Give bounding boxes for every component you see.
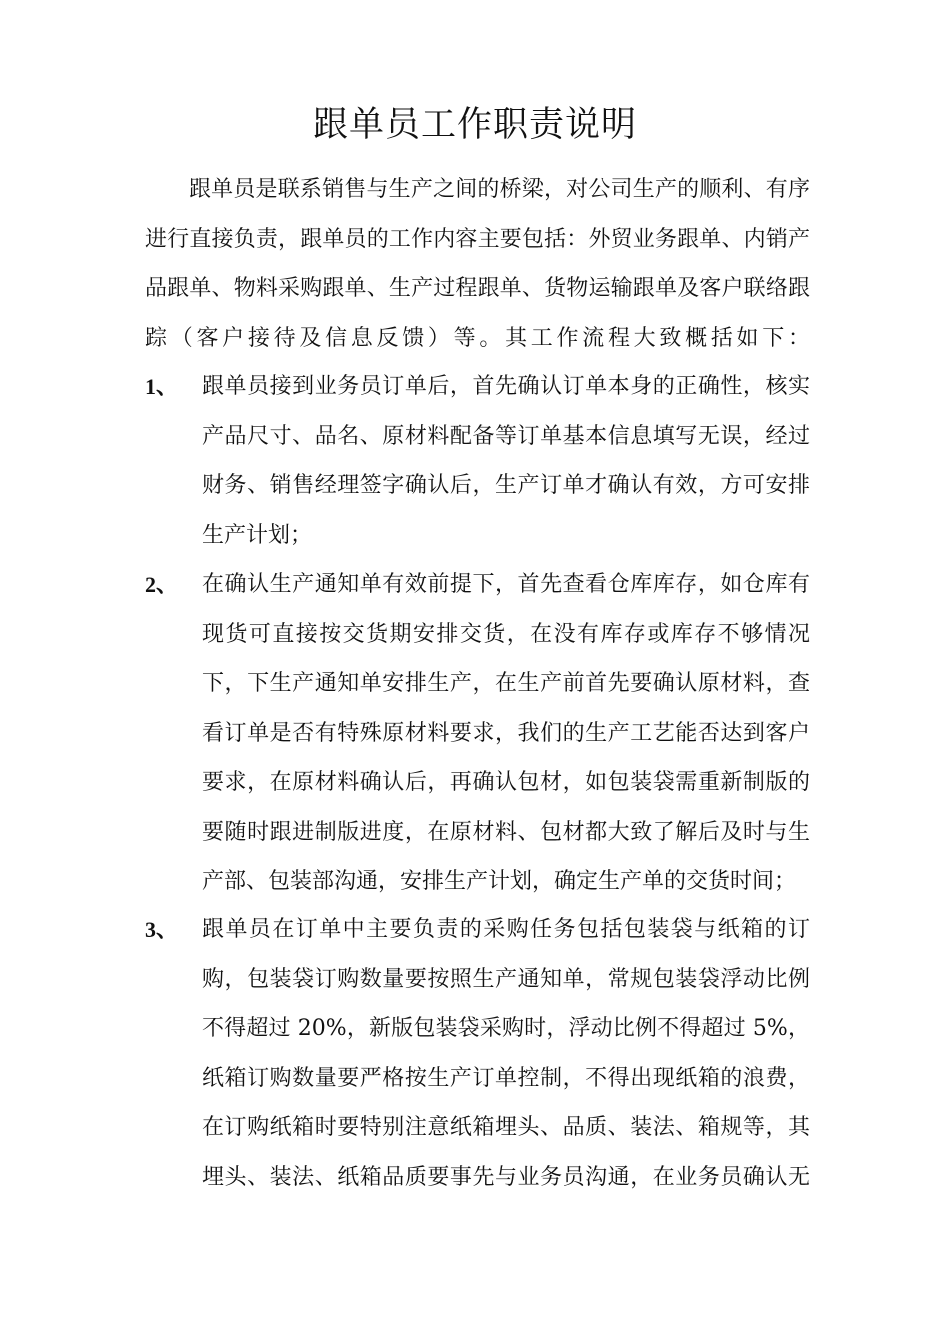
intro-paragraph: 跟单员是联系销售与生产之间的桥梁，对公司生产的顺利、有序进行直接负责，跟单员的工作内容主要包括：外贸业务跟单、内销产品跟单、物料采购跟单、生产过程跟单、货物运输跟单及客户联络跟踪（客户接待及信息反馈）等。其工作流程大致概括如下： [145, 177, 810, 351]
list-item [145, 905, 810, 1202]
item-text: 在确认生产通知单有效前提下，首先查看仓库库存，如仓库有现货可直接按交货期安排交货，在没有库存或库存不够情况下，下生产通知单安排生产，在生产前首先要确认原材料，查看订单是否有特殊原材料要求，我们的生产工艺能否达到客户要求，在原材料确认后，再确认包材，如包装袋需重新制版的要随时跟进制版进度，在原材料、包材都大致了解后及时与生产部、包装部沟通，安排生产计划，确定生产单的交货时间； [202, 572, 810, 894]
item-text: 跟单员接到业务员订单后，首先确认订单本身的正确性，核实产品尺寸、品名、原材料配备等订单基本信息填写无误，经过财务、销售经理签字确认后，生产订单才确认有效，方可安排生产计划； [202, 374, 810, 548]
document-title: 跟单员工作职责说明 [312, 105, 637, 145]
item-number: 1、 [145, 374, 179, 399]
item-number: 2、 [145, 572, 179, 597]
item-text: 跟单员在订单中主要负责的采购任务包括包装袋与纸箱的订购，包装袋订购数量要按照生产通知单，常规包装袋浮动比例不得超过 20%，新版包装袋采购时，浮动比例不得超过 5%，纸箱订购数量要严格按生产订单控制，不得出现纸箱的浪费，在订购纸箱时要特别注意纸箱埋头、品质、装法、箱规等，其埋头、装法、纸箱品质要事先与业务员沟通，在业务员确认无 [202, 917, 810, 1190]
item-number: 3、 [145, 917, 179, 942]
list-item [145, 362, 810, 560]
list-item [145, 560, 810, 907]
